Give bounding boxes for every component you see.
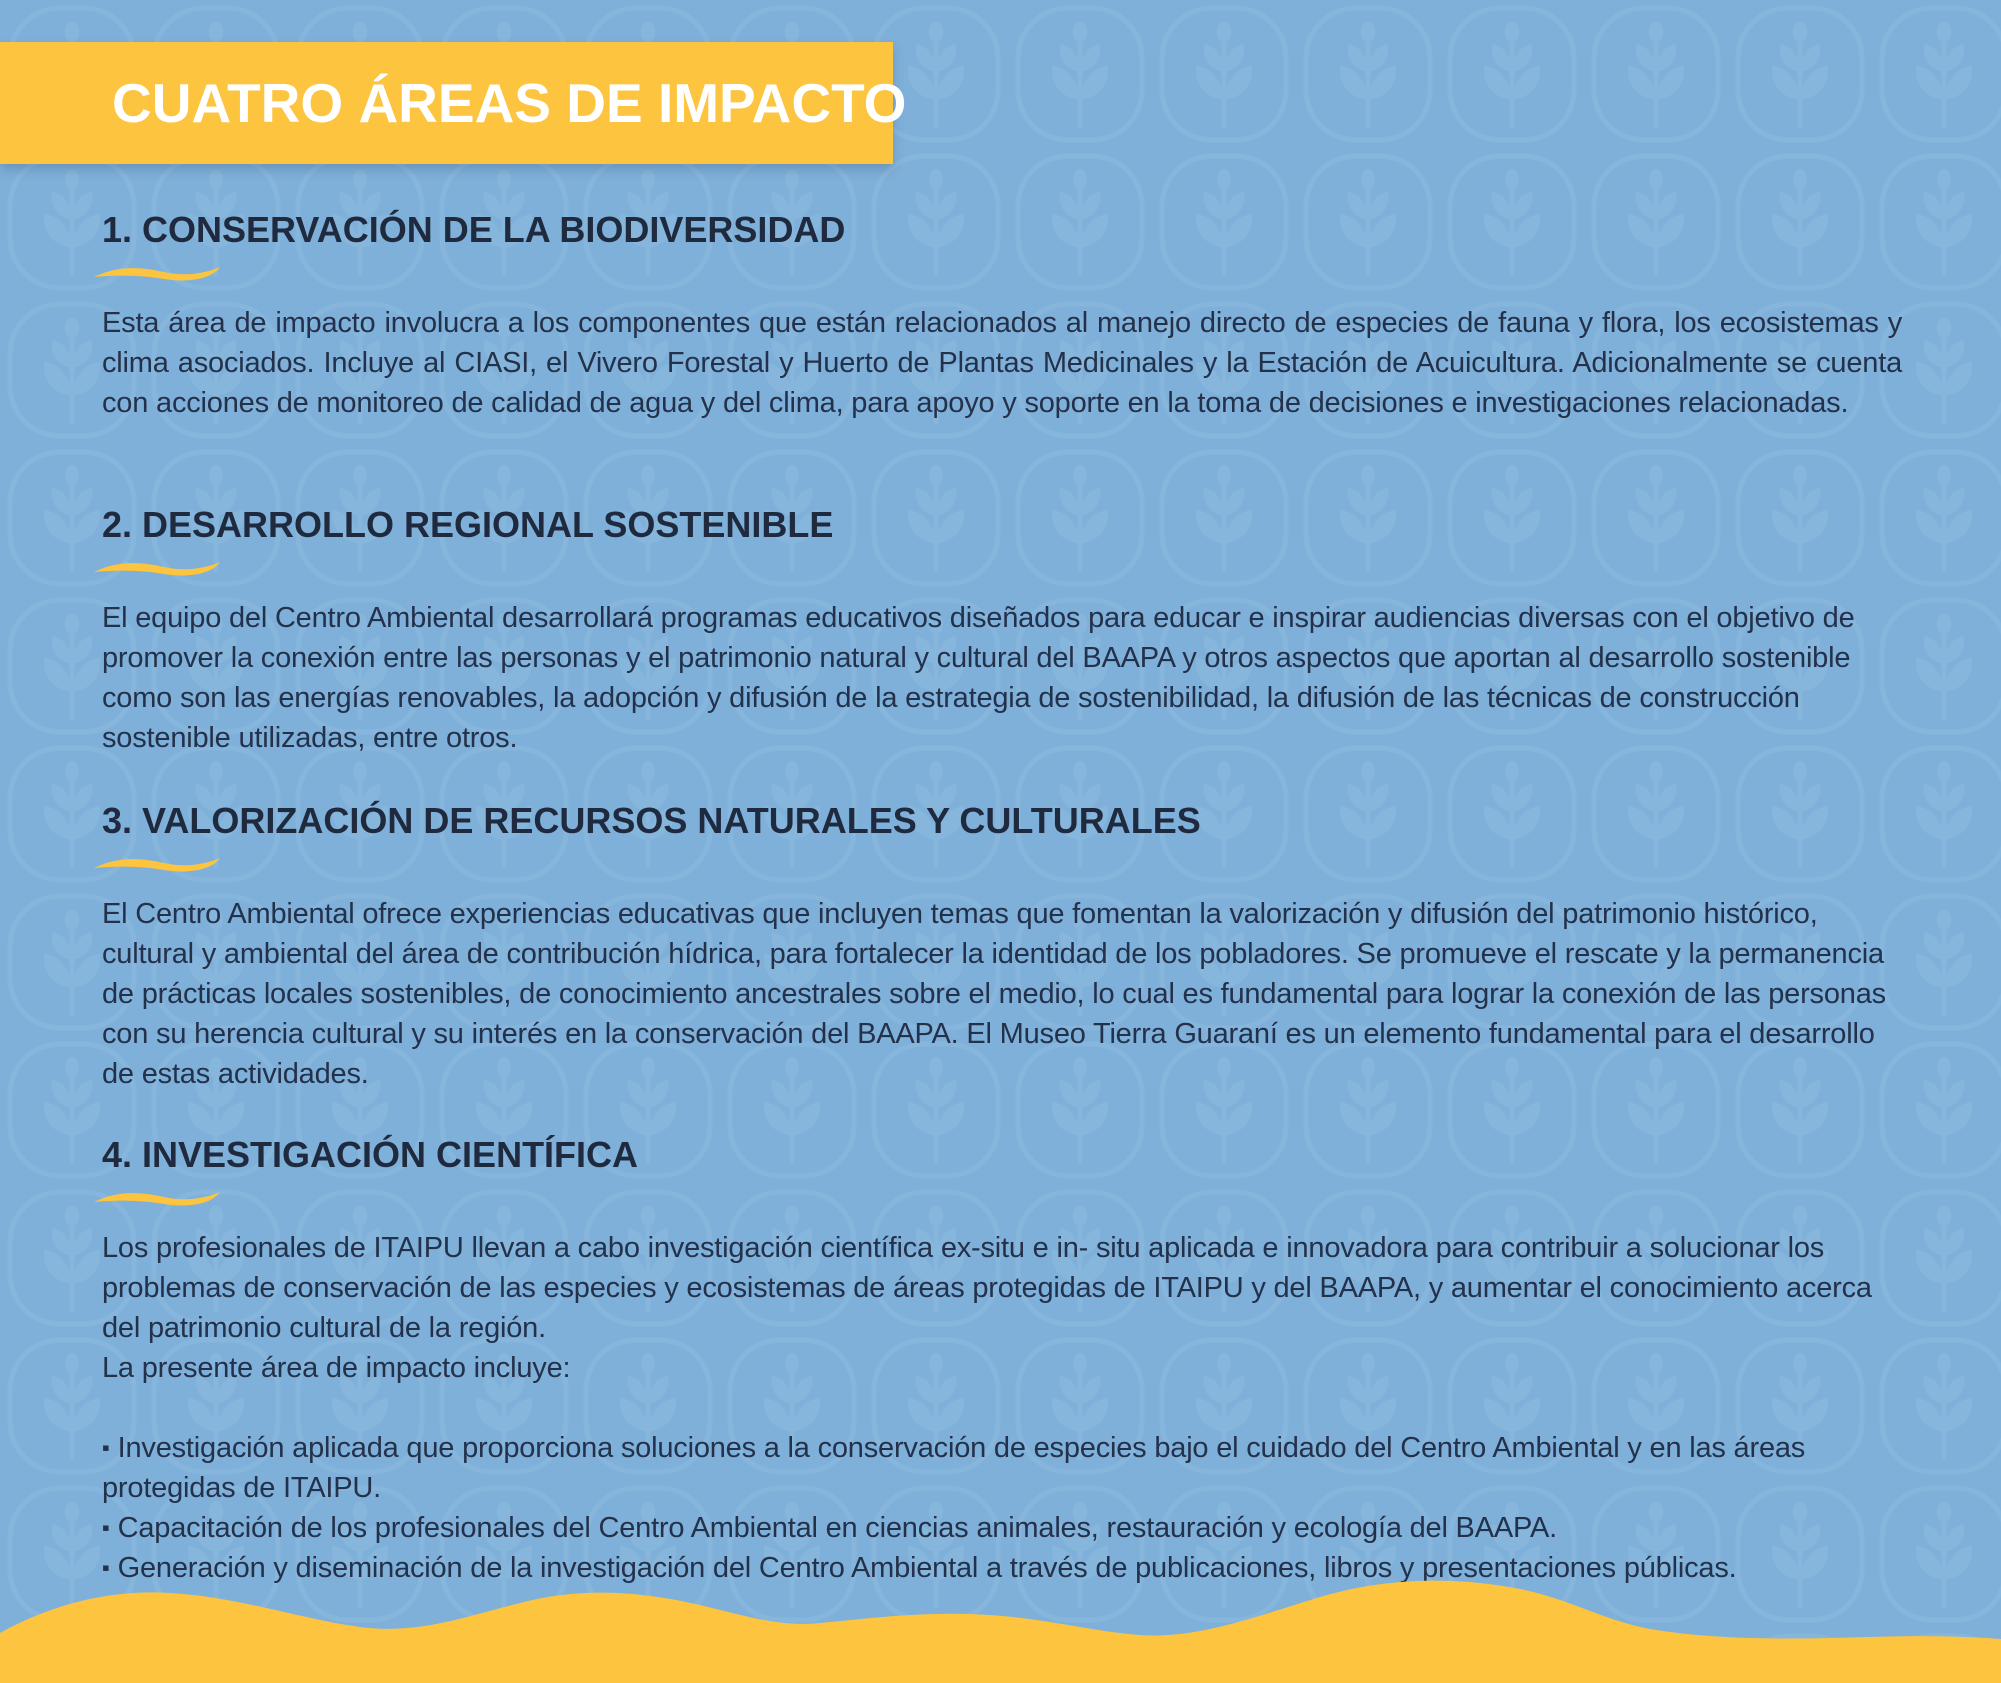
list-item-text: Capacitación de los profesionales del Centro Ambiental en ciencias animales, restauración y ecología del BAAPA. [117, 1512, 1557, 1544]
section-paragraph: El equipo del Centro Ambiental desarrollará programas educativos diseñados para educar e inspirar audiencias diversas con el objetivo de promover la conexión entre las personas y el patrimonio natural y cultural del BAAPA y otros aspectos que aportan al desarrollo sostenible como son las energías renovables, la adopción y difusión de la estrategia de sostenibilidad, la difusión de las técnicas de construcción sostenible utilizadas, entre otros. [102, 602, 1855, 754]
section-heading: 4. INVESTIGACIÓN CIENTÍFICA [102, 1134, 639, 1175]
list-item-text: Investigación aplicada que proporciona soluciones a la conservación de especies bajo el cuidado del Centro Ambiental y en las áreas protegidas de ITAIPU. [102, 1432, 1806, 1504]
section-heading: 3. VALORIZACIÓN DE RECURSOS NATURALES Y CULTURALES [102, 800, 1201, 841]
list-item [102, 1508, 1902, 1548]
section-intro-line: La presente área de impacto incluye: [102, 1352, 571, 1384]
bullet-list [102, 1428, 1902, 1588]
section-paragraph: El Centro Ambiental ofrece experiencias educativas que incluyen temas que fomentan la valorización y difusión del patrimonio histórico, cultural y ambiental del área de contribución hídrica, para fortalecer la identidad de los pobladores. Se promueve el rescate y la permanencia de prácticas locales sostenibles, de conocimiento ancestrales sobre el medio, lo cual es fundamental para lograr la conexión de las personas con su herencia cultural y su interés en la conservación del BAAPA. El Museo Tierra Guaraní es un elemento fundamental para el desarrollo de estas actividades. [102, 898, 1886, 1090]
bullet-icon: ▪ [102, 1555, 110, 1580]
section-heading: 1. CONSERVACIÓN DE LA BIODIVERSIDAD [102, 209, 846, 250]
section-valorizacion-recursos [102, 796, 1902, 1094]
yellow-brush-underline [90, 1186, 224, 1210]
section-conservacion-biodiversidad [102, 205, 1902, 423]
bullet-icon: ▪ [102, 1515, 110, 1540]
yellow-brush-underline [90, 556, 224, 580]
section-paragraph: Los profesionales de ITAIPU llevan a cabo investigación científica ex-situ e in- situ aplicada e innovadora para contribuir a solucionar los problemas de conservación de las especies y ecosistemas de áreas protegidas de ITAIPU y del BAAPA, y aumentar el conocimiento acerca del patrimonio cultural de la región. [102, 1232, 1872, 1344]
list-item-text: Generación y diseminación de la investigación del Centro Ambiental a través de publicaciones, libros y presentaciones públicas. [117, 1552, 1737, 1584]
bottom-yellow-waves [0, 1575, 2001, 1683]
page-title: CUATRO ÁREAS DE IMPACTO [112, 72, 907, 134]
list-item [102, 1428, 1902, 1508]
yellow-brush-underline [90, 261, 224, 285]
section-investigacion-cientifica [102, 1130, 1902, 1588]
section-desarrollo-regional [102, 500, 1902, 758]
yellow-brush-underline [90, 852, 224, 876]
bullet-icon: ▪ [102, 1435, 110, 1460]
title-banner [0, 42, 907, 164]
section-paragraph: Esta área de impacto involucra a los componentes que están relacionados al manejo directo de especies de fauna y flora, los ecosistemas y clima asociados. Incluye al CIASI, el Vivero Forestal y Huerto de Plantas Medicinales y la Estación de Acuicultura. Adicionalmente se cuenta con acciones de monitoreo de calidad de agua y del clima, para apoyo y soporte en la toma de decisiones e investigaciones relacionadas. [102, 307, 1902, 419]
section-heading: 2. DESARROLLO REGIONAL SOSTENIBLE [102, 504, 834, 545]
